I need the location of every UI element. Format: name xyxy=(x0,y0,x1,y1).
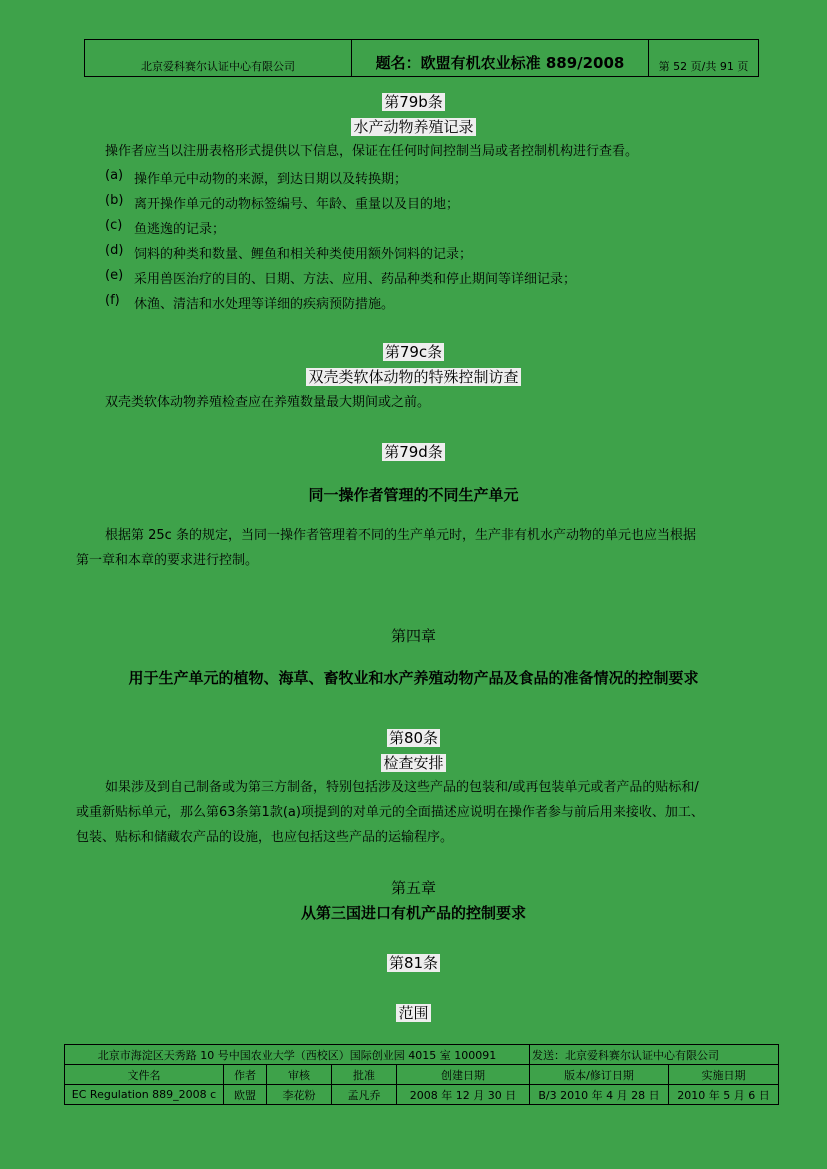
article-79d-text-line: 第一章和本章的要求进行控制。 xyxy=(76,553,259,568)
footer-header-cell: 版本/修订日期 xyxy=(530,1065,669,1085)
article-79c-text: 双壳类软体动物养殖检查应在养殖数量最大期间或之前。 xyxy=(105,395,431,410)
article-80-heading: 检查安排 xyxy=(383,754,444,772)
footer-value-cell: 欧盟 xyxy=(224,1085,267,1105)
footer-address: 北京市海淀区天秀路 10 号中国农业大学（西校区）国际创业园 4015 室 100091 xyxy=(65,1045,530,1065)
footer-value-cell: B/3 2010 年 4 月 28 日 xyxy=(530,1085,669,1105)
article-79d-heading: 同一操作者管理的不同生产单元 xyxy=(308,486,519,504)
page-footer-table xyxy=(64,1044,779,1105)
article-80-text-line: 包装、贴标和储藏农产品的设施，也应包括这些产品的运输程序。 xyxy=(76,830,454,845)
footer-header-cell: 审核 xyxy=(267,1065,332,1085)
footer-value-cell: 李花粉 xyxy=(267,1085,332,1105)
chapter-4-number: 第四章 xyxy=(390,627,436,645)
list-item: (b) 离开操作单元的动物标签编号、年龄、重量以及目的地； xyxy=(105,193,460,212)
footer-header-cell: 实施日期 xyxy=(669,1065,779,1085)
chapter-5-number: 第五章 xyxy=(390,879,436,897)
article-79b-intro: 操作者应当以注册表格形式提供以下信息，保证在任何时间控制当局或者控制机构进行查看。 xyxy=(105,144,639,159)
list-item: (f) 休渔、清洁和水处理等详细的疾病预防措施。 xyxy=(105,293,395,312)
article-81-number: 第81条 xyxy=(388,954,439,972)
chapter-5-title: 从第三国进口有机产品的控制要求 xyxy=(300,904,526,922)
article-80-number: 第80条 xyxy=(388,729,439,747)
footer-header-cell: 创建日期 xyxy=(397,1065,530,1085)
footer-value-cell: 2008 年 12 月 30 日 xyxy=(397,1085,530,1105)
list-item: (a) 操作单元中动物的来源，到达日期以及转换期； xyxy=(105,168,408,187)
footer-header-cell: 作者 xyxy=(224,1065,267,1085)
list-item: (c) 鱼逃逸的记录； xyxy=(105,218,226,237)
article-79c-heading: 双壳类软体动物的特殊控制访查 xyxy=(308,368,519,386)
article-80-text-line: 或重新贴标单元，那么第63条第1款(a)项提到的对单元的全面描述应说明在操作者参与前后用来接收、加工、 xyxy=(76,805,704,820)
footer-header-cell: 文件名 xyxy=(65,1065,224,1085)
footer-header-cell: 批准 xyxy=(332,1065,397,1085)
article-79b-heading: 水产动物养殖记录 xyxy=(353,118,474,136)
header-company: 北京爱科赛尔认证中心有限公司 xyxy=(85,40,352,77)
chapter-4-title: 用于生产单元的植物、海草、畜牧业和水产养殖动物产品及食品的准备情况的控制要求 xyxy=(128,669,699,687)
page-header xyxy=(84,39,759,77)
article-81-heading: 范围 xyxy=(398,1004,429,1022)
footer-header-row xyxy=(65,1065,779,1085)
article-79d-text-line: 根据第 25c 条的规定，当同一操作者管理着不同的生产单元时，生产非有机水产动物的单元也应当根据 xyxy=(105,528,696,543)
article-79b-number: 第79b条 xyxy=(384,93,443,111)
article-80-text-line: 如果涉及到自己制备或为第三方制备，特别包括涉及这些产品的包装和/或再包装单元或者产品的贴标和/ xyxy=(105,780,699,795)
list-item: (d) 饲料的种类和数量、鲤鱼和相关种类使用额外饲料的记录； xyxy=(105,243,473,262)
header-page-number: 第 52 页/共 91 页 xyxy=(649,40,759,77)
footer-value-cell: 孟凡乔 xyxy=(332,1085,397,1105)
article-79c-number: 第79c条 xyxy=(384,343,443,361)
footer-value-cell: 2010 年 5 月 6 日 xyxy=(669,1085,779,1105)
footer-value-row xyxy=(65,1085,779,1105)
header-title: 题名：欧盟有机农业标准 889/2008 xyxy=(352,40,649,77)
footer-sendto: 发送：北京爱科赛尔认证中心有限公司 xyxy=(530,1045,779,1065)
article-79d-number: 第79d条 xyxy=(384,443,443,461)
list-item: (e) 采用兽医治疗的目的、日期、方法、应用、药品种类和停止期间等详细记录； xyxy=(105,268,577,287)
footer-value-cell: EC Regulation 889_2008 c xyxy=(65,1085,224,1105)
